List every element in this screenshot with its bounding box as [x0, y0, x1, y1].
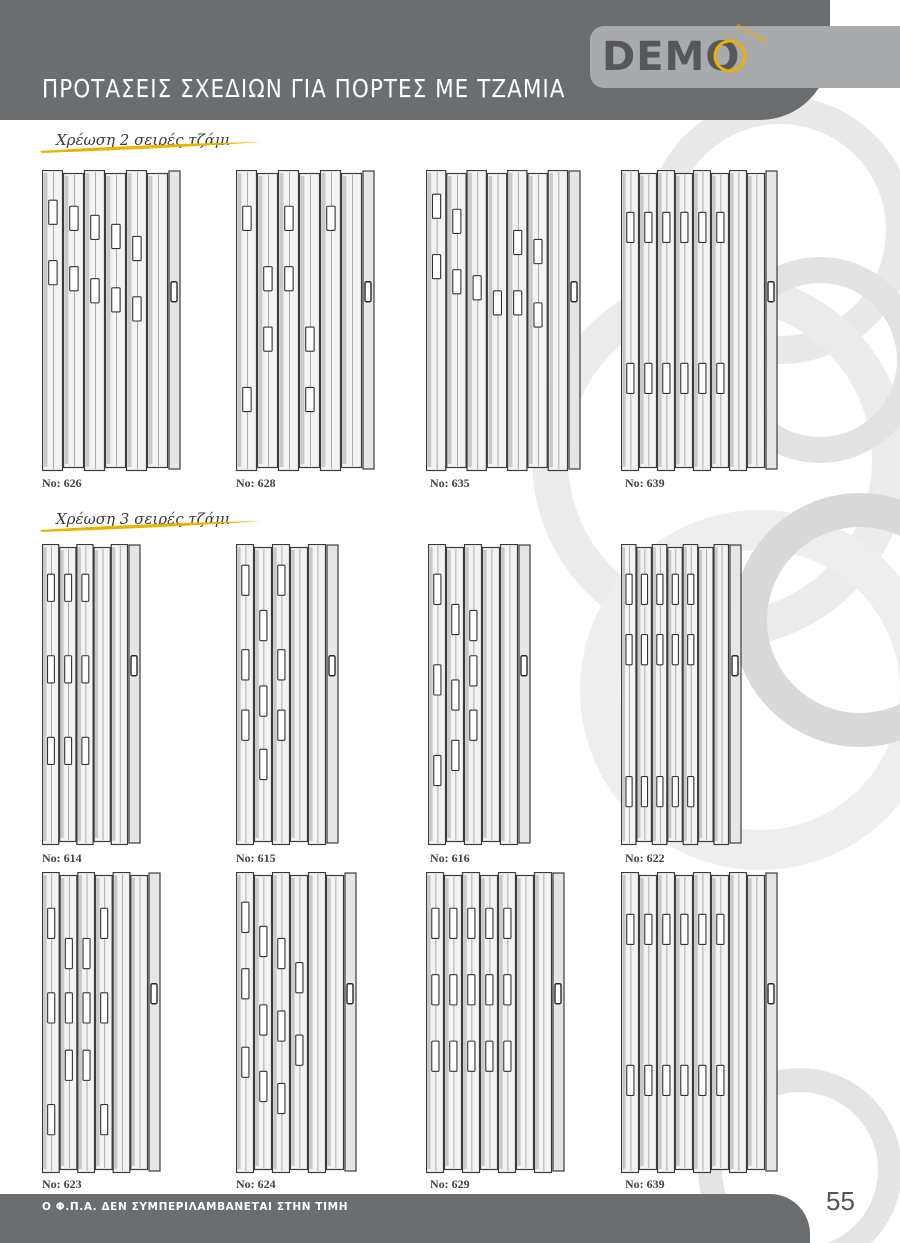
glass-window — [641, 574, 647, 604]
glass-window — [486, 908, 493, 938]
glass-window — [101, 1105, 108, 1135]
door-illustration — [236, 170, 376, 472]
glass-window — [699, 363, 706, 393]
glass-window — [450, 1041, 457, 1071]
door-panel — [327, 876, 344, 1170]
door-panel — [748, 174, 765, 468]
glass-window — [717, 212, 724, 242]
glass-window — [49, 261, 57, 285]
door-illustration — [621, 872, 779, 1174]
door-jamb — [129, 545, 140, 843]
glass-window — [688, 574, 694, 604]
glass-window — [470, 656, 477, 686]
door-handle-icon — [151, 984, 157, 1004]
door-label: No: 629 — [430, 1177, 470, 1191]
glass-window — [468, 1041, 475, 1071]
glass-window — [101, 908, 108, 938]
glass-window — [91, 215, 99, 239]
glass-window — [681, 1065, 688, 1095]
door-illustration — [428, 544, 532, 846]
glass-window — [242, 969, 249, 999]
glass-window — [65, 656, 72, 683]
door-panel — [309, 873, 326, 1173]
glass-window — [699, 212, 706, 242]
glass-window — [133, 236, 141, 260]
door-label: No: 614 — [42, 851, 82, 865]
glass-window — [49, 200, 57, 224]
door-jamb — [327, 545, 338, 843]
glass-window — [65, 737, 72, 764]
glass-window — [504, 975, 511, 1005]
glass-window — [504, 1041, 511, 1071]
glass-window — [101, 993, 108, 1023]
glass-window — [260, 926, 267, 956]
glass-window — [626, 635, 632, 665]
glass-window — [432, 255, 440, 279]
glass-window — [514, 291, 522, 315]
glass-window — [48, 737, 55, 764]
door-label: No: 616 — [430, 851, 470, 865]
glass-window — [296, 1035, 303, 1065]
glass-window — [663, 212, 670, 242]
glass-window — [504, 908, 511, 938]
door-label: No: 628 — [236, 476, 276, 490]
glass-window — [112, 224, 120, 248]
door-panel — [730, 873, 747, 1173]
glass-window — [243, 387, 251, 411]
glass-window — [641, 635, 647, 665]
glass-window — [699, 1065, 706, 1095]
door-panel — [699, 548, 713, 842]
glass-window — [626, 777, 632, 807]
glass-window — [260, 1005, 267, 1035]
door-label: No: 622 — [625, 851, 665, 865]
glass-window — [306, 327, 314, 351]
glass-window — [243, 206, 251, 230]
glass-window — [672, 777, 678, 807]
door-label: No: 635 — [430, 476, 470, 490]
door-illustration — [621, 170, 779, 472]
door-illustration — [42, 170, 182, 472]
door-panel — [148, 174, 168, 468]
door-panel — [342, 174, 362, 468]
door-panel — [300, 174, 320, 468]
glass-window — [83, 993, 90, 1023]
glass-window — [645, 1065, 652, 1095]
door-label: No: 624 — [236, 1177, 276, 1191]
glass-window — [645, 914, 652, 944]
glass-window — [242, 1047, 249, 1077]
glass-window — [663, 1065, 670, 1095]
glass-window — [699, 914, 706, 944]
door-illustration — [236, 544, 340, 846]
door-panel — [714, 545, 728, 845]
door-panel — [467, 171, 486, 471]
door-jamb — [519, 545, 530, 843]
door-jamb — [730, 545, 741, 843]
glass-window — [327, 206, 335, 230]
glass-window — [717, 914, 724, 944]
door-panel — [517, 876, 534, 1170]
glass-window — [627, 1065, 634, 1095]
door-jamb — [345, 873, 356, 1171]
door-panel — [258, 174, 278, 468]
glass-window — [278, 650, 285, 680]
door-label: No: 639 — [625, 476, 665, 490]
glass-window — [242, 650, 249, 680]
glass-window — [470, 610, 477, 640]
glass-window — [48, 656, 55, 683]
glass-window — [514, 230, 522, 254]
section-underline-swoosh — [38, 519, 264, 533]
door-panel — [131, 876, 148, 1170]
glass-window — [306, 387, 314, 411]
glass-window — [627, 212, 634, 242]
glass-window — [434, 665, 441, 695]
door-jamb — [766, 171, 777, 469]
door-panel — [465, 545, 482, 845]
glass-window — [83, 1050, 90, 1080]
glass-window — [242, 565, 249, 595]
glass-window — [70, 267, 78, 291]
door-panel — [501, 545, 518, 845]
glass-window — [432, 908, 439, 938]
glass-window — [452, 680, 459, 710]
section-label-2-rows: Χρέωση 2 σειρές τζάμι — [56, 131, 231, 149]
door-label: No: 615 — [236, 851, 276, 865]
door-panel — [111, 545, 127, 845]
door-label: No: 623 — [42, 1177, 82, 1191]
page-number: 55 — [826, 1186, 855, 1216]
glass-window — [663, 914, 670, 944]
glass-window — [82, 574, 89, 601]
glass-window — [83, 938, 90, 968]
glass-window — [681, 914, 688, 944]
door-panel — [113, 873, 130, 1173]
door-panel — [730, 171, 747, 471]
glass-window — [627, 363, 634, 393]
glass-window — [264, 327, 272, 351]
glass-window — [657, 777, 663, 807]
glass-window — [627, 914, 634, 944]
logo — [590, 23, 900, 88]
glass-window — [452, 604, 459, 634]
glass-window — [432, 194, 440, 218]
glass-window — [468, 908, 475, 938]
glass-window — [663, 363, 670, 393]
door-handle-icon — [329, 656, 335, 676]
door-handle-icon — [521, 656, 527, 676]
glass-window — [657, 574, 663, 604]
door-jamb — [149, 873, 160, 1171]
door-illustration — [426, 872, 566, 1174]
footer-note: Ο Φ.Π.Α. ΔΕΝ ΣΥΜΠΕΡΙΛΑΜΒΑΝΕΤΑΙ ΣΤΗΝ ΤΙΜΗ — [42, 1201, 349, 1213]
door-jamb — [553, 873, 564, 1171]
glass-window — [285, 206, 293, 230]
door-illustration — [42, 872, 162, 1174]
glass-window — [65, 1050, 72, 1080]
glass-window — [450, 975, 457, 1005]
door-illustration — [42, 544, 142, 846]
door-panel — [106, 174, 126, 468]
glass-window — [242, 902, 249, 932]
door-panel — [291, 876, 308, 1170]
door-panel — [535, 873, 552, 1173]
glass-window — [278, 938, 285, 968]
glass-window — [717, 1065, 724, 1095]
page-title: ΠΡΟΤΑΣΕΙΣ ΣΧΕΔΙΩΝ ΓΙΑ ΠΟΡΤΕΣ ΜΕ ΤΖΑΜΙΑ — [42, 74, 566, 103]
glass-window — [657, 635, 663, 665]
door-jamb — [569, 171, 580, 469]
glass-window — [681, 363, 688, 393]
glass-window — [432, 975, 439, 1005]
door-panel — [548, 171, 567, 471]
glass-window — [48, 1105, 55, 1135]
glass-window — [468, 975, 475, 1005]
door-illustration — [236, 872, 358, 1174]
glass-window — [133, 297, 141, 321]
glass-window — [641, 777, 647, 807]
glass-window — [70, 206, 78, 230]
door-handle-icon — [555, 984, 561, 1004]
door-label: No: 639 — [625, 1177, 665, 1191]
glass-window — [453, 270, 461, 294]
door-handle-icon — [571, 282, 577, 302]
glass-window — [450, 908, 457, 938]
glass-window — [645, 212, 652, 242]
glass-window — [434, 755, 441, 785]
glass-window — [91, 279, 99, 303]
door-label: No: 626 — [42, 476, 82, 490]
logo-text: DEMO — [602, 34, 741, 80]
logo-ring-icon — [710, 32, 750, 76]
glass-window — [260, 610, 267, 640]
door-handle-icon — [171, 282, 177, 302]
glass-window — [242, 710, 249, 740]
door-jamb — [363, 171, 374, 469]
glass-window — [534, 239, 542, 263]
door-jamb — [169, 171, 180, 469]
glass-window — [452, 740, 459, 770]
glass-window — [260, 749, 267, 779]
glass-window — [82, 656, 89, 683]
glass-window — [278, 710, 285, 740]
glass-window — [296, 963, 303, 993]
door-panel — [94, 548, 110, 842]
glass-window — [278, 1011, 285, 1041]
door-handle-icon — [365, 282, 371, 302]
door-panel — [483, 548, 500, 842]
glass-window — [486, 975, 493, 1005]
glass-window — [672, 574, 678, 604]
glass-window — [112, 288, 120, 312]
door-panel — [508, 171, 527, 471]
glass-window — [681, 212, 688, 242]
glass-window — [278, 1083, 285, 1113]
glass-window — [453, 209, 461, 233]
glass-window — [260, 686, 267, 716]
glass-window — [493, 291, 501, 315]
glass-window — [432, 1041, 439, 1071]
section-underline-swoosh — [38, 140, 264, 154]
glass-window — [48, 993, 55, 1023]
glass-window — [645, 363, 652, 393]
door-jamb — [766, 873, 777, 1171]
door-handle-icon — [768, 984, 774, 1004]
door-handle-icon — [131, 656, 137, 676]
glass-window — [434, 574, 441, 604]
section-label-3-rows: Χρέωση 3 σειρές τζάμι — [56, 510, 231, 528]
glass-window — [264, 267, 272, 291]
glass-window — [486, 1041, 493, 1071]
glass-window — [688, 777, 694, 807]
glass-window — [65, 993, 72, 1023]
door-illustration — [621, 544, 743, 846]
glass-window — [717, 363, 724, 393]
glass-window — [626, 574, 632, 604]
door-illustration — [426, 170, 582, 472]
logo-subtext: SYSTEMS — [734, 23, 770, 47]
glass-window — [65, 938, 72, 968]
door-handle-icon — [768, 282, 774, 302]
glass-window — [672, 635, 678, 665]
glass-window — [534, 303, 542, 327]
glass-window — [260, 1071, 267, 1101]
glass-window — [48, 908, 55, 938]
glass-window — [278, 565, 285, 595]
door-panel — [291, 548, 308, 842]
door-handle-icon — [732, 656, 738, 676]
glass-window — [285, 267, 293, 291]
glass-window — [470, 710, 477, 740]
glass-window — [82, 737, 89, 764]
glass-window — [473, 276, 481, 300]
glass-window — [48, 574, 55, 601]
door-panel — [309, 545, 326, 845]
door-handle-icon — [347, 984, 353, 1004]
door-panel — [748, 876, 765, 1170]
door-panel — [487, 174, 506, 468]
glass-window — [65, 574, 72, 601]
glass-window — [688, 635, 694, 665]
